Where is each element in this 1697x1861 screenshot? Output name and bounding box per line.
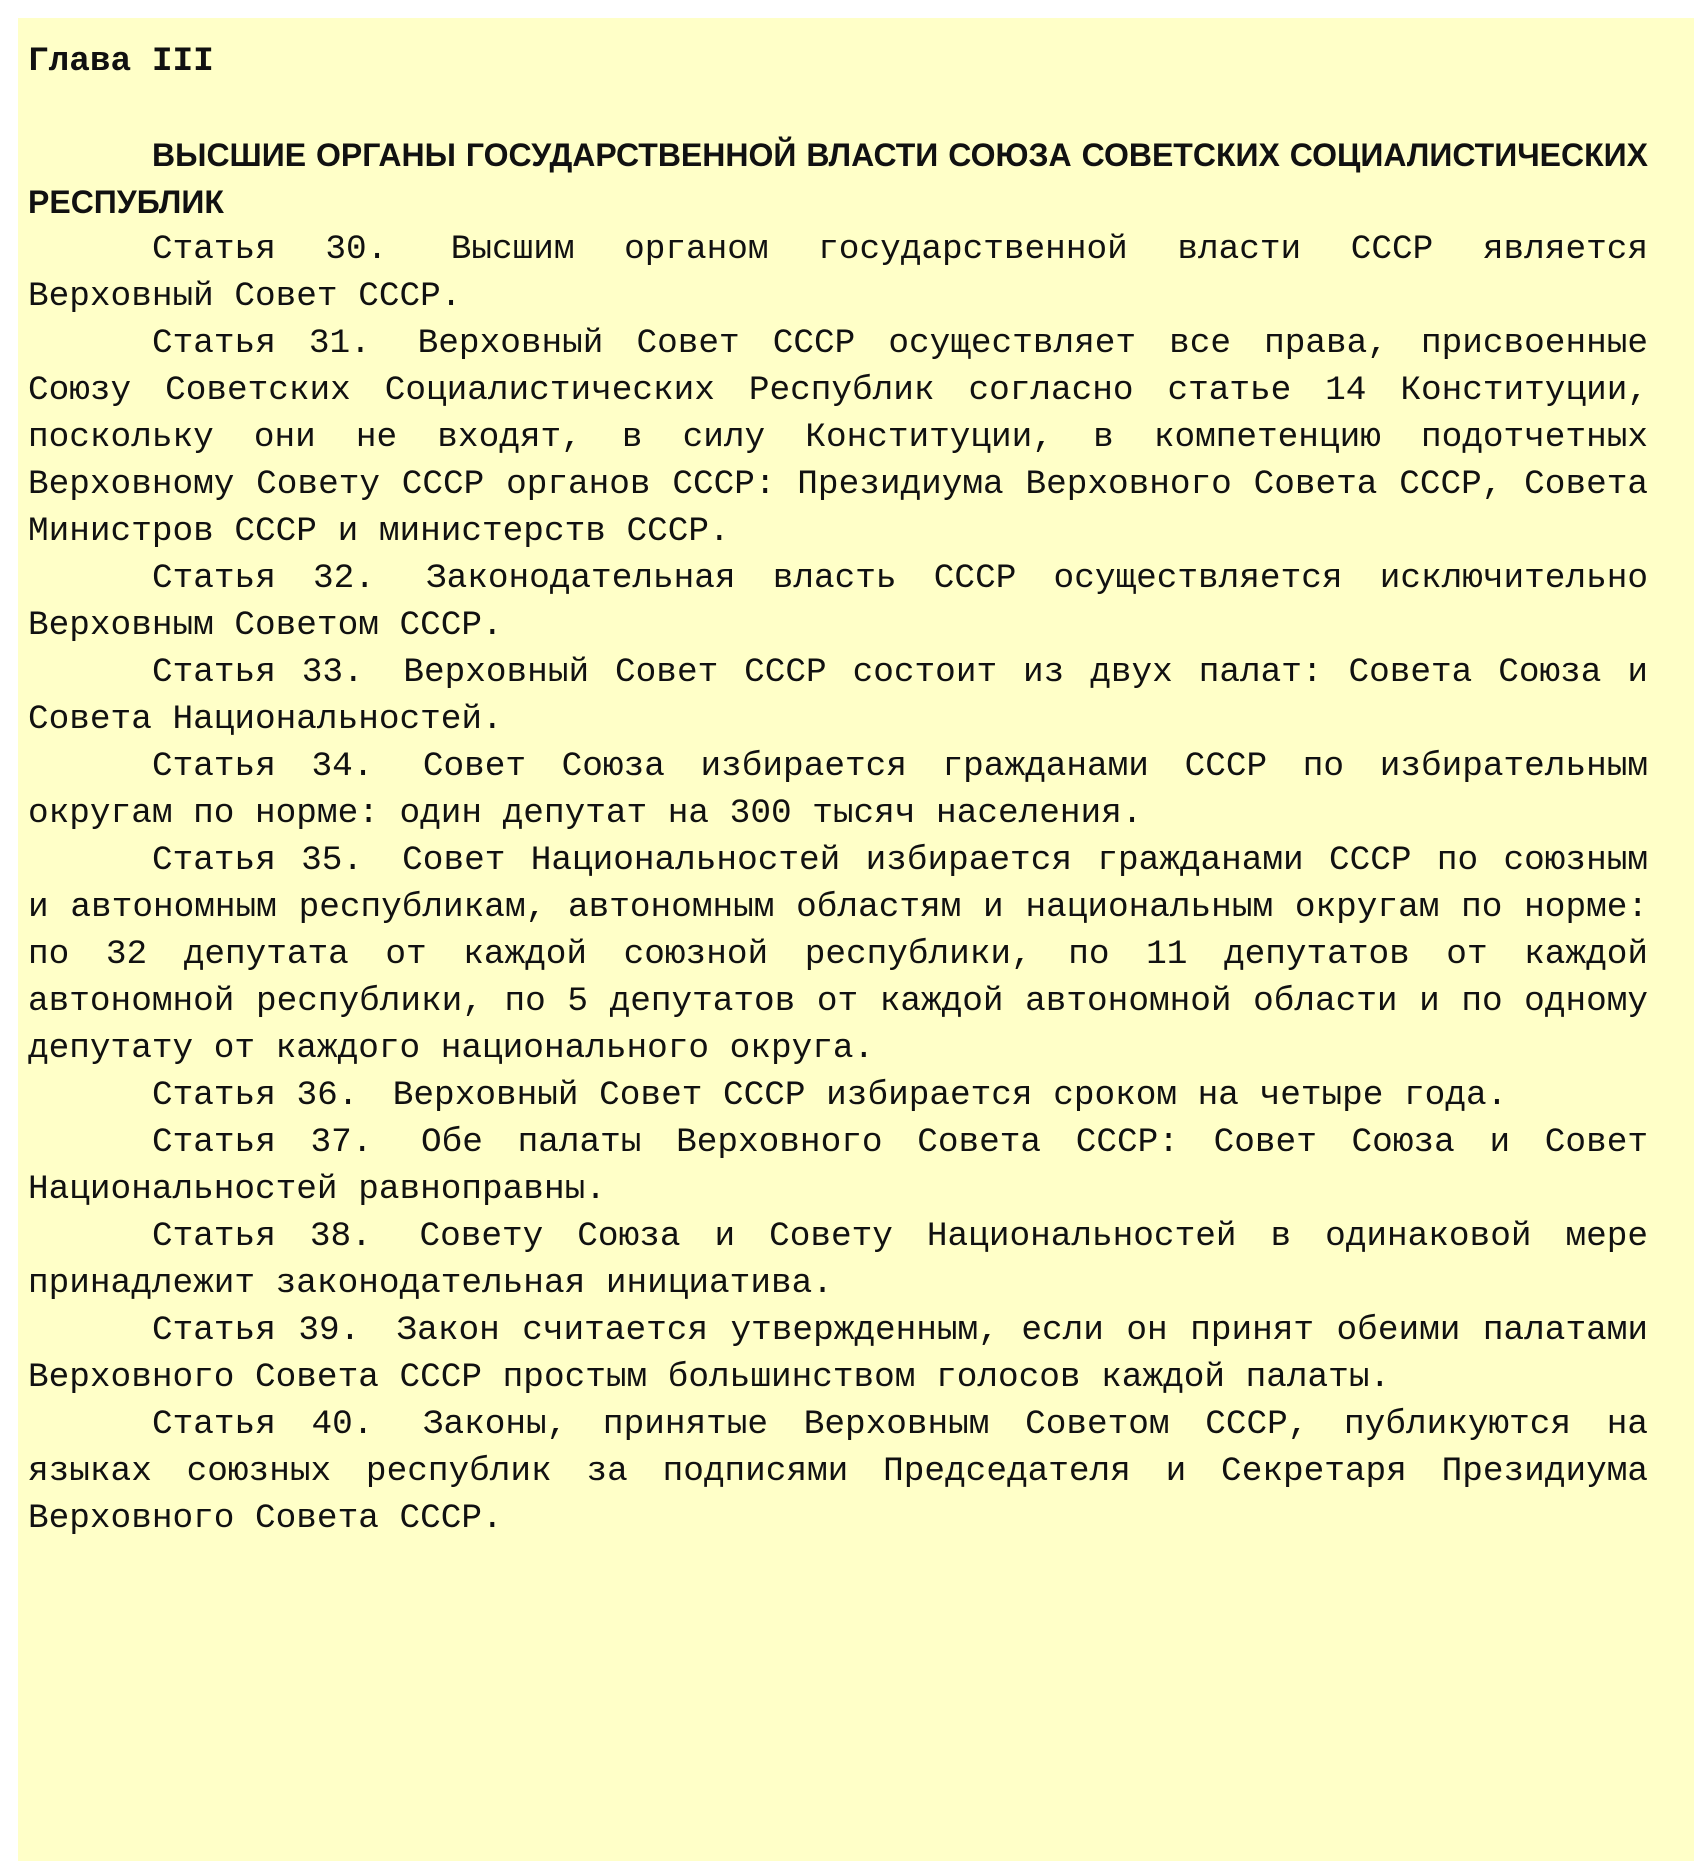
- article-number: Статья 32.: [152, 559, 375, 598]
- article-30: [28, 226, 1648, 320]
- article-text: Законы, принятые Верховным Советом СССР, публикуются на языках союзных республик за подписями Председателя и Секретаря Президиума Верховного Совета СССР.: [28, 1405, 1648, 1538]
- article-37: [28, 1119, 1648, 1213]
- chapter-title: Глава III: [28, 42, 214, 81]
- blank-line: [28, 85, 1648, 132]
- article-39: [28, 1307, 1648, 1401]
- article-number: Статья 33.: [152, 653, 364, 692]
- article-text: Высшим органом государственной власти СССР является Верховный Совет СССР.: [28, 230, 1648, 316]
- article-number: Статья 39.: [152, 1311, 361, 1350]
- document-body: [28, 38, 1648, 1542]
- article-text: Совет Национальностей избирается гражданами СССР по союзным и автономным республикам, автономным областям и национальным округам по норме: по 32 депутата от каждой союзной республики, по 11 депутатов от каждой автономной республики, по 5 депутатов от каждой автономной области и по одному депутату от каждого национального округа.: [28, 841, 1648, 1068]
- chapter-heading: ВЫСШИЕ ОРГАНЫ ГОСУДАРСТВЕННОЙ ВЛАСТИ СОЮЗА СОВЕТСКИХ СОЦИАЛИСТИЧЕСКИХ РЕСПУБЛИК: [28, 137, 1648, 220]
- article-text: Верховный Совет СССР состоит из двух палат: Совета Союза и Совета Национальностей.: [28, 653, 1648, 739]
- article-number: Статья 35.: [152, 841, 364, 880]
- article-text: Совет Союза избирается гражданами СССР по избирательным округам по норме: один депутат на 300 тысяч населения.: [28, 747, 1648, 833]
- article-number: Статья 40.: [152, 1405, 374, 1444]
- article-text: Закон считается утвержденным, если он принят обеими палатами Верховного Совета СССР простым большинством голосов каждой палаты.: [28, 1311, 1648, 1397]
- article-number: Статья 30.: [152, 230, 388, 269]
- article-33: [28, 649, 1648, 743]
- article-text: Верховный Совет СССР осуществляет все права, присвоенные Союзу Советских Социалистических Республик согласно статье 14 Конституции, поскольку они не входят, в силу Конституции, в компетенцию подотчетных Верховному Совету СССР органов СССР: Президиума Верховного Совета СССР, Совета Министров СССР и министерств СССР.: [28, 324, 1648, 551]
- article-number: Статья 38.: [152, 1217, 372, 1256]
- article-text: Обе палаты Верховного Совета СССР: Совет Союза и Совет Национальностей равноправны.: [28, 1123, 1648, 1209]
- article-number: Статья 31.: [152, 324, 371, 363]
- article-text: Законодательная власть СССР осуществляется исключительно Верховным Советом СССР.: [28, 559, 1648, 645]
- article-text: Совету Союза и Совету Национальностей в одинаковой мере принадлежит законодательная инициатива.: [28, 1217, 1649, 1303]
- article-number: Статья 34.: [152, 747, 374, 786]
- article-number: Статья 36.: [152, 1076, 359, 1115]
- article-35: [28, 837, 1648, 1072]
- article-40: [28, 1401, 1648, 1542]
- article-38: [28, 1213, 1648, 1307]
- article-number: Статья 37.: [152, 1123, 373, 1162]
- article-31: [28, 320, 1648, 555]
- article-36: [28, 1072, 1648, 1119]
- article-34: [28, 743, 1648, 837]
- article-32: [28, 555, 1648, 649]
- document-page: [18, 18, 1694, 1861]
- article-text: Верховный Совет СССР избирается сроком на четыре года.: [392, 1076, 1508, 1115]
